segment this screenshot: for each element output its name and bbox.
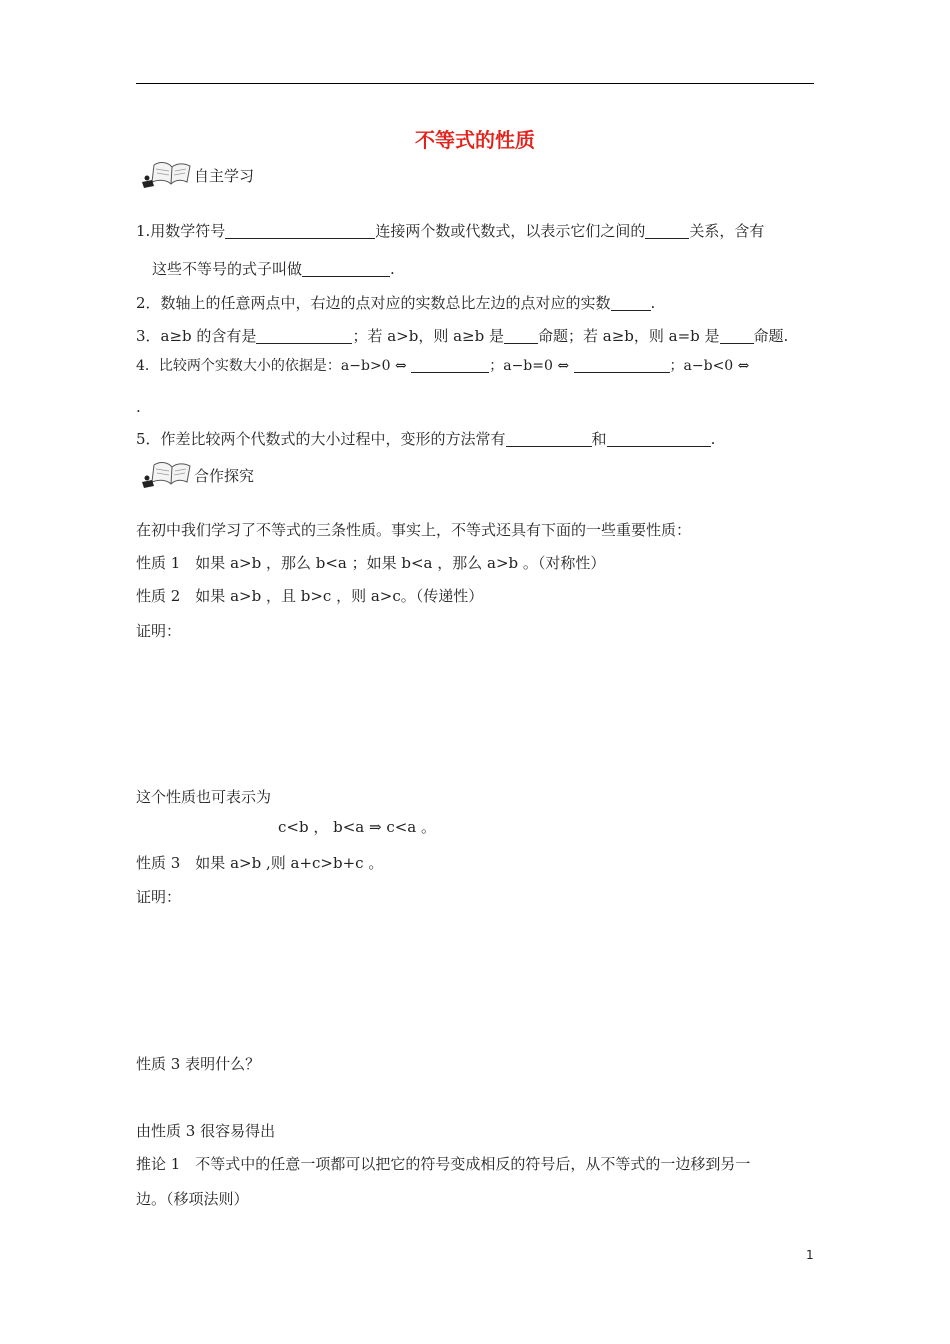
answer-blank <box>574 357 670 373</box>
q5-text: 和 <box>591 430 607 448</box>
answer-blank <box>506 431 592 447</box>
question-3 <box>136 325 788 347</box>
book-reading-icon <box>140 460 192 490</box>
property-3: 性质 3 如果 a>b ,则 a+c>b+c 。 <box>136 854 384 872</box>
question-1 <box>136 220 764 242</box>
q3-text: ；若 a>b，则 a≥b 是 <box>352 327 504 345</box>
question-4 <box>136 355 749 377</box>
header-rule <box>136 83 814 84</box>
q4-text: ；a−b=0 ⇔ <box>489 358 570 374</box>
q3-text: 命题；若 a≥b，则 a=b 是 <box>537 327 720 345</box>
page-number: 1 <box>806 1248 814 1262</box>
question-5 <box>136 428 715 450</box>
property-2: 性质 2 如果 a>b ，且 b>c ，则 a>c。（传递性） <box>136 587 484 605</box>
q2-text: . <box>650 294 656 312</box>
answer-blank <box>256 328 352 344</box>
transitive-formula: c<b ， b<a ⇒ c<a 。 <box>278 818 437 836</box>
q5-text: 5．作差比较两个代数式的大小过程中，变形的方法常有 <box>136 430 506 448</box>
q1-text: 关系，含有 <box>689 222 765 240</box>
corollary-1-cont: 边。（移项法则） <box>136 1190 249 1208</box>
question-1-cont <box>152 258 395 280</box>
property-1: 性质 1 如果 a>b ，那么 b<a ；如果 b<a ，那么 a>b 。（对称性） <box>136 554 606 572</box>
also-text: 这个性质也可表示为 <box>136 788 272 806</box>
section-cooperate <box>140 460 254 490</box>
page-title: 不等式的性质 <box>415 128 535 152</box>
q1-text: . <box>390 260 395 278</box>
section-title: 自主学习 <box>194 166 255 185</box>
answer-blank <box>302 261 390 277</box>
answer-blank <box>411 357 489 373</box>
book-reading-icon <box>140 160 192 190</box>
corollary-1: 推论 1 不等式中的任意一项都可以把它的符号变成相反的符号后，从不等式的一边移到另一 <box>136 1155 751 1173</box>
q3-text: 命题. <box>753 327 789 345</box>
q5-text: . <box>710 430 716 448</box>
q1-text: 连接两个数或代数式，以表示它们之间的 <box>375 222 646 240</box>
q1-text: 这些不等号的式子叫做 <box>152 260 303 278</box>
section-self-study <box>140 160 254 190</box>
proof-label: 证明： <box>136 888 182 906</box>
question-4-end: . <box>136 398 141 416</box>
answer-blank <box>225 223 375 239</box>
derive-text: 由性质 3 很容易得出 <box>136 1122 276 1140</box>
answer-blank <box>720 328 754 344</box>
proof-label: 证明： <box>136 622 182 640</box>
q1-text: 1.用数学符号 <box>136 222 226 240</box>
q4-text: ；a−b<0 ⇔ <box>669 358 750 374</box>
intro-text: 在初中我们学习了不等式的三条性质。事实上，不等式还具有下面的一些重要性质： <box>136 521 692 539</box>
answer-blank <box>645 223 689 239</box>
property-3-question: 性质 3 表明什么？ <box>136 1055 261 1073</box>
answer-blank <box>611 295 651 311</box>
section-title: 合作探究 <box>194 466 255 485</box>
answer-blank <box>607 431 711 447</box>
q2-text: 2．数轴上的任意两点中，右边的点对应的实数总比左边的点对应的实数 <box>136 294 611 312</box>
question-2 <box>136 292 655 314</box>
answer-blank <box>504 328 538 344</box>
q4-text: 4．比较两个实数大小的依据是：a−b>0 ⇔ <box>136 358 407 374</box>
q3-text: 3．a≥b 的含有是 <box>136 327 257 345</box>
